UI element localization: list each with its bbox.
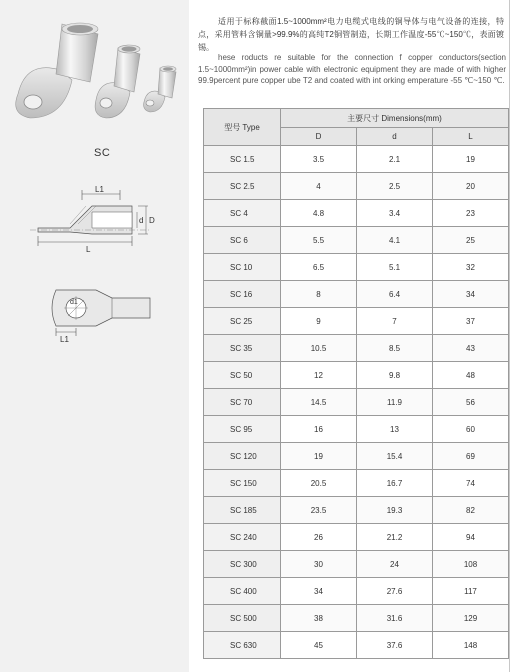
table-row: [204, 578, 509, 605]
l-cell: 108: [433, 551, 509, 578]
model-cell: SC 25: [204, 308, 281, 335]
model-cell: SC 6: [204, 227, 281, 254]
table-row: [204, 524, 509, 551]
intro-chinese: 适用于标称截面1.5~1000mm²电力电缆式电线的铜导体与电气设备的连接，特点，采用管料含铜量>99.9%的高纯T2铜管制造，长期工作温度-55℃~150℃，表面镀锡。: [198, 17, 504, 52]
table-row: [204, 335, 509, 362]
column-header-l: L: [433, 128, 509, 146]
model-cell: SC 400: [204, 578, 281, 605]
big-d-cell: 3.5: [281, 146, 357, 173]
table-row: [204, 308, 509, 335]
column-header-big-d: D: [281, 128, 357, 146]
big-d-cell: 26: [281, 524, 357, 551]
big-d-cell: 9: [281, 308, 357, 335]
big-d-cell: 16: [281, 416, 357, 443]
type-header: 型号 Type: [204, 109, 281, 146]
d-cell: 2.1: [357, 146, 433, 173]
top-view-diagram: [0, 276, 189, 346]
table-row: [204, 470, 509, 497]
l-cell: 23: [433, 200, 509, 227]
dim-l1-top-label: L1: [60, 335, 69, 344]
d-cell: 19.3: [357, 497, 433, 524]
side-view-diagram: [0, 180, 189, 260]
d-cell: 5.1: [357, 254, 433, 281]
product-label: SC: [94, 147, 111, 159]
big-d-cell: 23.5: [281, 497, 357, 524]
model-cell: SC 70: [204, 389, 281, 416]
d-cell: 2.5: [357, 173, 433, 200]
big-d-cell: 12: [281, 362, 357, 389]
model-cell: SC 500: [204, 605, 281, 632]
table-row: [204, 632, 509, 659]
model-cell: SC 16: [204, 281, 281, 308]
l-cell: 148: [433, 632, 509, 659]
table-row: [204, 362, 509, 389]
table-row: [204, 389, 509, 416]
l-cell: 82: [433, 497, 509, 524]
l-cell: 20: [433, 173, 509, 200]
dim-d-label: d: [139, 216, 144, 225]
model-cell: SC 185: [204, 497, 281, 524]
spec-table-body: [204, 146, 509, 659]
table-row: [204, 416, 509, 443]
dim-l-label: L: [86, 245, 91, 254]
model-cell: SC 630: [204, 632, 281, 659]
l-cell: 129: [433, 605, 509, 632]
d-cell: 15.4: [357, 443, 433, 470]
d-cell: 6.4: [357, 281, 433, 308]
l-cell: 48: [433, 362, 509, 389]
hole-diameter-label: d1: [70, 299, 78, 306]
model-cell: SC 1.5: [204, 146, 281, 173]
big-d-cell: 4: [281, 173, 357, 200]
l-cell: 94: [433, 524, 509, 551]
d-cell: 16.7: [357, 470, 433, 497]
d-cell: 24: [357, 551, 433, 578]
big-d-cell: 14.5: [281, 389, 357, 416]
model-cell: SC 95: [204, 416, 281, 443]
table-row: [204, 200, 509, 227]
dim-big-d-label: D: [149, 216, 155, 225]
d-cell: 11.9: [357, 389, 433, 416]
d-cell: 9.8: [357, 362, 433, 389]
big-d-cell: 19: [281, 443, 357, 470]
l-cell: 34: [433, 281, 509, 308]
l-cell: 19: [433, 146, 509, 173]
column-header-d: d: [357, 128, 433, 146]
big-d-cell: 20.5: [281, 470, 357, 497]
d-cell: 7: [357, 308, 433, 335]
page-edge-rule: [509, 0, 510, 672]
l-cell: 25: [433, 227, 509, 254]
intro-english: hese roducts re suitable for the connection f copper conductors(section 1.5~1000mm²)in power cable with electronic equipment they are made of with higher 99.9percent pure copper ube T2 and coated with int orking emperature -55 ℃~150 ℃.: [198, 53, 506, 85]
d-cell: 37.6: [357, 632, 433, 659]
model-cell: SC 50: [204, 362, 281, 389]
dimensions-header: 主要尺寸 Dimensions(mm): [281, 109, 509, 128]
table-row: [204, 605, 509, 632]
d-cell: 13: [357, 416, 433, 443]
left-panel: [0, 0, 189, 672]
big-d-cell: 6.5: [281, 254, 357, 281]
table-row: [204, 281, 509, 308]
d-cell: 8.5: [357, 335, 433, 362]
product-photo: [0, 0, 189, 150]
table-row: [204, 146, 509, 173]
large-lug: [16, 23, 98, 118]
small-lug: [144, 66, 176, 112]
d-cell: 31.6: [357, 605, 433, 632]
l-cell: 60: [433, 416, 509, 443]
big-d-cell: 10.5: [281, 335, 357, 362]
l-cell: 43: [433, 335, 509, 362]
d-cell: 27.6: [357, 578, 433, 605]
table-row: [204, 173, 509, 200]
table-row: [204, 254, 509, 281]
model-cell: SC 35: [204, 335, 281, 362]
l-cell: 74: [433, 470, 509, 497]
spec-table: [203, 108, 509, 659]
big-d-cell: 30: [281, 551, 357, 578]
model-cell: SC 10: [204, 254, 281, 281]
big-d-cell: 8: [281, 281, 357, 308]
model-cell: SC 150: [204, 470, 281, 497]
big-d-cell: 45: [281, 632, 357, 659]
model-cell: SC 300: [204, 551, 281, 578]
big-d-cell: 34: [281, 578, 357, 605]
l-cell: 56: [433, 389, 509, 416]
d-cell: 21.2: [357, 524, 433, 551]
model-cell: SC 4: [204, 200, 281, 227]
table-row: [204, 497, 509, 524]
big-d-cell: 38: [281, 605, 357, 632]
table-row: [204, 551, 509, 578]
d-cell: 4.1: [357, 227, 433, 254]
model-cell: SC 2.5: [204, 173, 281, 200]
model-cell: SC 120: [204, 443, 281, 470]
medium-lug: [95, 45, 140, 118]
l-cell: 32: [433, 254, 509, 281]
d-cell: 3.4: [357, 200, 433, 227]
l-cell: 37: [433, 308, 509, 335]
table-row: [204, 227, 509, 254]
l-cell: 117: [433, 578, 509, 605]
big-d-cell: 4.8: [281, 200, 357, 227]
model-cell: SC 240: [204, 524, 281, 551]
table-row: [204, 443, 509, 470]
dim-l1-label: L1: [95, 185, 104, 194]
big-d-cell: 5.5: [281, 227, 357, 254]
l-cell: 69: [433, 443, 509, 470]
